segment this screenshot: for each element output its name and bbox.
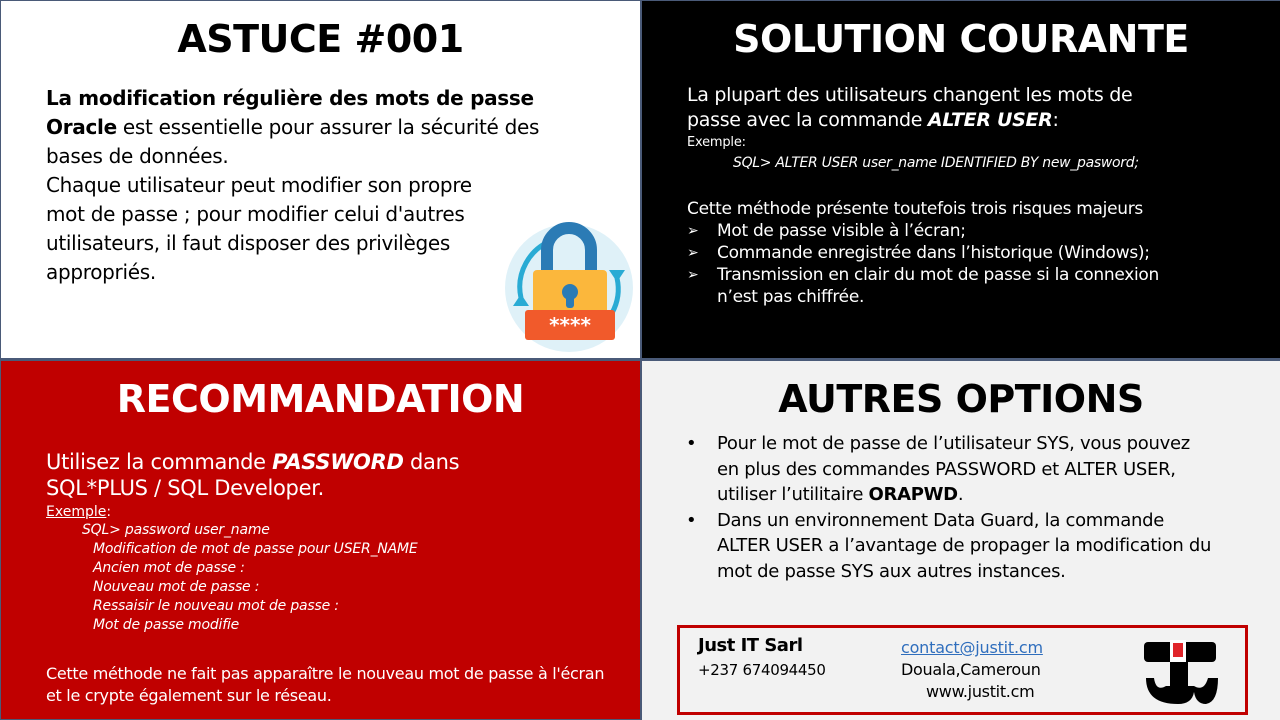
company-phone: +237 674094450 [698, 661, 826, 679]
arrow-bullet-icon: ➢ [687, 267, 699, 283]
options-list [682, 431, 1242, 584]
company-city: Douala,Cameroun [901, 660, 1041, 679]
password-command: PASSWORD [272, 450, 404, 474]
option-item: • Pour le mot de passe de l’utilisateur SYS, vous pouvez en plus des commandes PASSWORD et ALTER USER, utiliser l’utilitaire ORAPWD. [686, 433, 1190, 505]
current-solution-body [687, 83, 1247, 308]
contact-card [677, 625, 1248, 715]
other-options-panel [642, 361, 1280, 720]
email-link[interactable]: contact@justit.cm [901, 638, 1043, 657]
arrow-bullet-icon: ➢ [687, 223, 699, 239]
recommendation-lead: Utilisez la commande PASSWORD dans SQL*PLUS / SQL Developer. [46, 450, 460, 500]
arrow-bullet-icon: ➢ [687, 245, 699, 261]
orapwd-utility: ORAPWD [868, 484, 958, 505]
alter-user-command: ALTER USER [927, 109, 1053, 131]
example-code: SQL> ALTER USER user_name IDENTIFIED BY new_pasword; [733, 155, 1139, 171]
code-line: Mot de passe modifie [93, 617, 240, 633]
risks-list [687, 220, 1247, 308]
tip-intro-bold: La modification régulière des mots de passe Oracle [46, 86, 534, 139]
recommendation-panel [1, 361, 640, 719]
code-line: Modification de mot de passe pour USER_NAME [93, 541, 418, 557]
company-name: Just IT Sarl [698, 635, 803, 656]
tip-panel [1, 1, 640, 358]
code-line: Nouveau mot de passe : [93, 579, 260, 595]
code-line: Ancien mot de passe : [93, 560, 245, 576]
bullet-icon: • [686, 433, 697, 454]
code-prompt: SQL> password user_name [82, 522, 270, 538]
bullet-icon: • [686, 509, 697, 531]
example-label: Exemple: [46, 504, 112, 520]
company-website: www.justit.cm [926, 682, 1035, 701]
current-solution-title: SOLUTION COURANTE [733, 17, 1189, 61]
recommendation-note: Cette méthode ne fait pas apparaître le nouveau mot de passe à l'écran et le crypte également sur le réseau. [46, 664, 605, 705]
tip-intro-rest: est essentielle pour assurer la sécurité des bases de données. [46, 115, 540, 168]
recommendation-body [46, 449, 616, 635]
just-it-logo-icon [1142, 636, 1222, 708]
recommendation-title: RECOMMANDATION [116, 377, 525, 421]
option-item: • Dans un environnement Data Guard, la commande ALTER USER a l’avantage de propager la modification du mot de passe SYS aux autres instances. [686, 509, 1212, 582]
example-label: Exemple: [687, 135, 746, 150]
tip-paragraph-2: Chaque utilisateur peut modifier son propre mot de passe ; pour modifier celui d'autres utilisateurs, il faut disposer des privilèges appropriés. [46, 173, 472, 284]
padlock-password-icon [503, 214, 640, 354]
other-options-title: AUTRES OPTIONS [778, 377, 1144, 421]
tip-title: ASTUCE #001 [177, 17, 464, 61]
current-solution-panel [642, 1, 1280, 358]
risk-item: ➢ Transmission en clair du mot de passe si la connexion n’est pas chiffrée. [687, 265, 1159, 307]
current-solution-intro: La plupart des utilisateurs changent les mots de passe avec la commande ALTER USER: [687, 84, 1133, 131]
risk-item: ➢ Mot de passe visible à l’écran; [687, 221, 966, 241]
risk-item: ➢ Commande enregistrée dans l’historique (Windows); [687, 243, 1150, 263]
svg-text:****: **** [549, 313, 591, 337]
example-code-block [46, 521, 616, 635]
code-line: Ressaisir le nouveau mot de passe : [93, 598, 339, 614]
risks-heading: Cette méthode présente toutefois trois risques majeurs [687, 199, 1143, 219]
